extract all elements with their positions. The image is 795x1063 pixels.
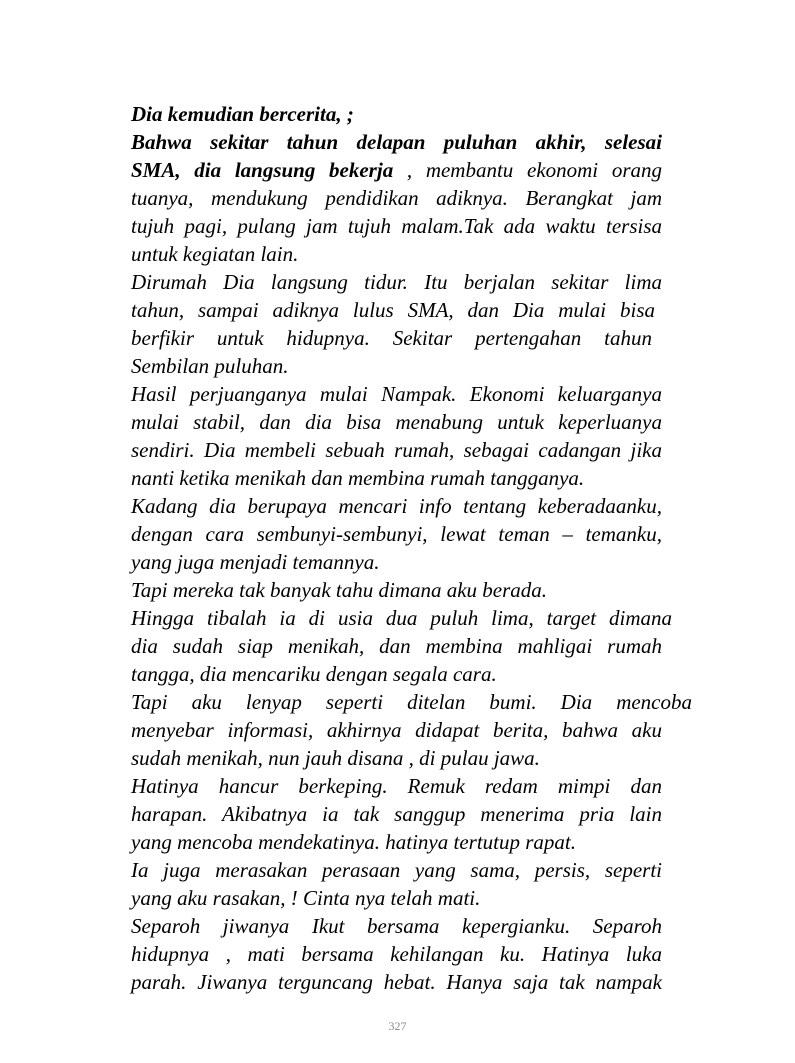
regular-text: sudah menikah, nun jauh disana , di pulau jawa. — [131, 746, 540, 770]
regular-text: mulai stabil, dan dia bisa menabung untuk keperluanya — [131, 410, 662, 434]
regular-text: sendiri. Dia membeli sebuah rumah, sebagai cadangan jika — [131, 438, 662, 462]
text-line — [131, 352, 662, 380]
regular-text: Ia juga merasakan perasaan yang sama, persis, seperti — [131, 858, 662, 882]
regular-text: yang mencoba mendekatinya. hatinya tertutup rapat. — [131, 830, 576, 854]
regular-text: Sembilan puluhan. — [131, 354, 289, 378]
text-line — [131, 744, 662, 772]
text-line — [131, 772, 662, 800]
regular-text: Dirumah Dia langsung tidur. Itu berjalan sekitar lima — [131, 270, 662, 294]
text-line — [131, 940, 662, 968]
regular-text: , membantu ekonomi orang — [393, 158, 662, 182]
bold-text: Bahwa sekitar tahun delapan puluhan akhir, selesai — [131, 130, 662, 154]
regular-text: yang aku rasakan, ! Cinta nya telah mati. — [131, 886, 481, 910]
text-line — [131, 660, 662, 688]
text-line — [131, 632, 662, 660]
regular-text: menyebar informasi, akhirnya didapat berita, bahwa aku — [131, 718, 662, 742]
regular-text: Hasil perjuanganya mulai Nampak. Ekonomi keluarganya — [131, 382, 662, 406]
text-line — [131, 688, 692, 716]
bold-text: SMA, dia langsung bekerja — [131, 158, 394, 182]
regular-text: Tapi mereka tak banyak tahu dimana aku berada. — [131, 578, 548, 602]
regular-text: tahun, sampai adiknya lulus SMA, dan Dia mulai bisa — [131, 298, 655, 322]
regular-text: dengan cara sembunyi-sembunyi, lewat teman – temanku, — [131, 522, 662, 546]
text-line — [131, 884, 662, 912]
regular-text: tujuh pagi, pulang jam tujuh malam.Tak ada waktu tersisa — [131, 214, 662, 238]
text-line — [131, 240, 662, 268]
regular-text: yang juga menjadi temannya. — [131, 550, 380, 574]
text-line — [131, 520, 662, 548]
regular-text: tangga, dia mencariku dengan segala cara. — [131, 662, 497, 686]
text-line — [131, 856, 662, 884]
text-line — [131, 576, 662, 604]
text-line — [131, 268, 662, 296]
text-line — [131, 324, 652, 352]
regular-text: Kadang dia berupaya mencari info tentang keberadaanku, — [131, 494, 662, 518]
text-line — [131, 296, 655, 324]
regular-text: Tapi aku lenyap seperti ditelan bumi. Dia mencoba — [131, 690, 692, 714]
text-line — [131, 912, 662, 940]
bold-text: Dia kemudian bercerita, ; — [131, 102, 354, 126]
page-number: 327 — [388, 1019, 407, 1033]
regular-text: nanti ketika menikah dan membina rumah tangganya. — [131, 466, 585, 490]
text-line — [131, 380, 662, 408]
text-line — [131, 548, 662, 576]
regular-text: Hingga tibalah ia di usia dua puluh lima, target dimana — [131, 606, 672, 630]
text-line — [131, 184, 662, 212]
regular-text: untuk kegiatan lain. — [131, 242, 299, 266]
text-line — [131, 968, 662, 996]
regular-text: berfikir untuk hidupnya. Sekitar pertengahan tahun — [131, 326, 652, 350]
text-line — [131, 408, 662, 436]
text-line — [131, 128, 662, 156]
text-line — [131, 492, 662, 520]
regular-text: tuanya, mendukung pendidikan adiknya. Berangkat jam — [131, 186, 662, 210]
text-line — [131, 436, 662, 464]
regular-text: Separoh jiwanya Ikut bersama kepergianku. Separoh — [131, 914, 662, 938]
regular-text: Hatinya hancur berkeping. Remuk redam mimpi dan — [131, 774, 662, 798]
text-line — [131, 716, 662, 744]
text-line — [131, 828, 662, 856]
text-line — [131, 212, 662, 240]
regular-text: harapan. Akibatnya ia tak sanggup menerima pria lain — [131, 802, 662, 826]
text-line — [131, 800, 662, 828]
text-line — [131, 156, 662, 184]
regular-text: hidupnya , mati bersama kehilangan ku. Hatinya luka — [131, 942, 662, 966]
text-line — [131, 464, 662, 492]
regular-text: dia sudah siap menikah, dan membina mahligai rumah — [131, 634, 662, 658]
regular-text: parah. Jiwanya terguncang hebat. Hanya saja tak nampak — [131, 970, 662, 994]
text-line — [131, 100, 662, 128]
text-line — [131, 604, 672, 632]
